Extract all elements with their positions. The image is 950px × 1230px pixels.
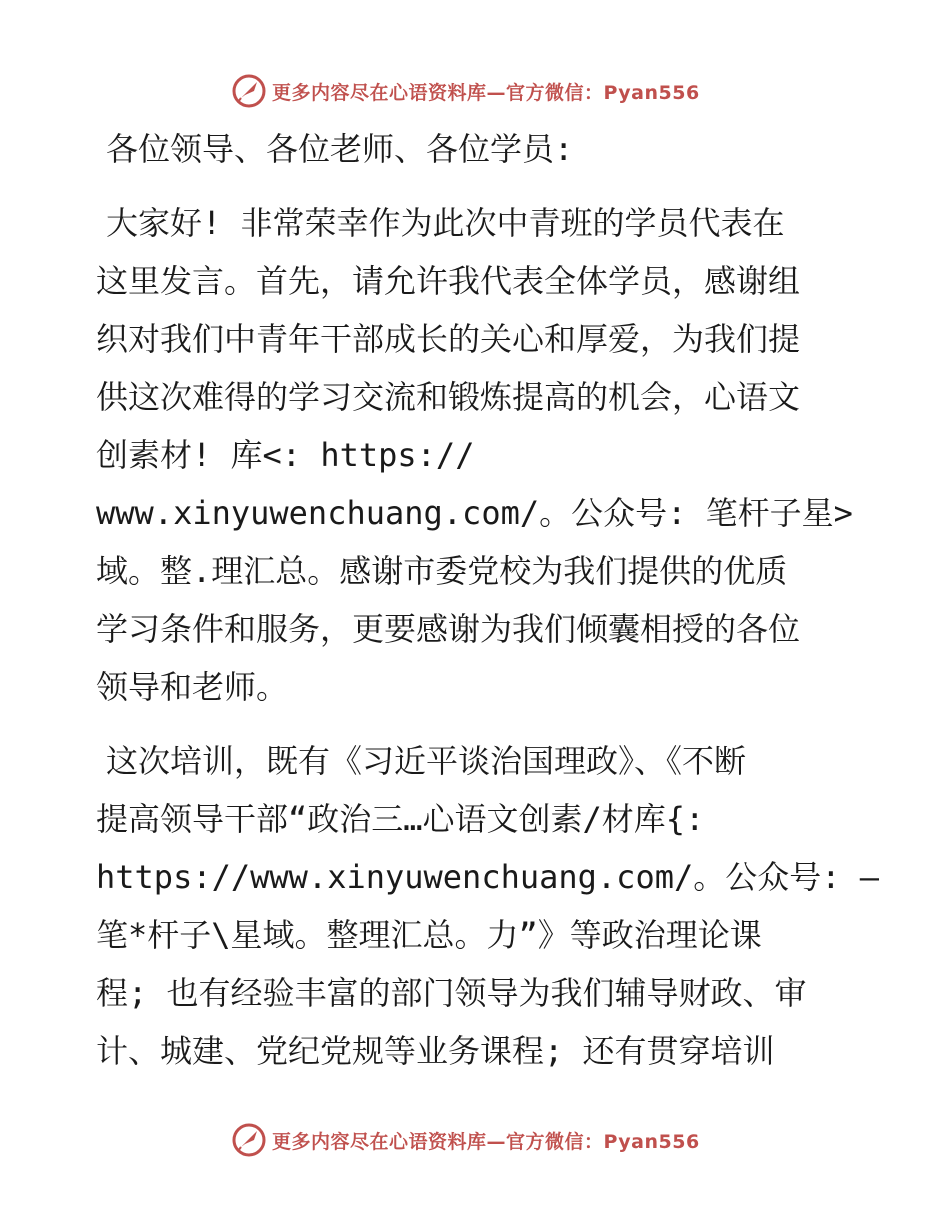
quill-logo-icon [232, 1123, 266, 1157]
text-line: 笔*杆子\星域。整理汇总。力”》等政治理论课 [96, 916, 762, 954]
text-line: 领导和老师。 [96, 668, 289, 706]
document-body [96, 120, 880, 1080]
text-line: 计、城建、党纪党规等业务课程; 还有贯穿培训 [96, 1032, 775, 1070]
text-line: 织对我们中青年干部成长的关心和厚爱，为我们提 [96, 320, 801, 358]
text-line: 这里发言。首先，请允许我代表全体学员，感谢组 [96, 262, 801, 300]
footer-watermark [232, 1120, 700, 1160]
quill-logo-icon [232, 74, 266, 108]
text-line: www.xinyuwenchuang.com/。公众号: 笔杆子星> [96, 494, 853, 532]
watermark-text: 更多内容尽在心语资料库—官方微信：Pyan556 [272, 81, 700, 104]
text-line: https://www.xinyuwenchuang.com/。公众号: — [96, 858, 880, 896]
text-line: 提高领导干部“政治三…心语文创素/材库{: [96, 800, 705, 838]
greeting-line: 各位领导、各位老师、各位学员: [106, 130, 574, 168]
paragraph-1 [96, 194, 866, 716]
text-line: 这次培训，既有《习近平谈治国理政》、《不断 [106, 742, 747, 780]
text-line: 域。整.理汇总。感谢市委党校为我们提供的优质 [96, 552, 788, 590]
watermark-text: 更多内容尽在心语资料库—官方微信：Pyan556 [272, 1130, 700, 1153]
paragraph-2 [96, 732, 880, 1080]
text-line: 学习条件和服务，更要感谢为我们倾囊相授的各位 [96, 610, 801, 648]
text-line: 供这次难得的学习交流和锻炼提高的机会，心语文 [96, 378, 801, 416]
text-line: 创素材! 库<: https:// [96, 436, 475, 474]
text-line: 程; 也有经验丰富的部门领导为我们辅导财政、审 [96, 974, 807, 1012]
text-line: 大家好! 非常荣幸作为此次中青班的学员代表在 [106, 204, 785, 242]
header-watermark [232, 71, 700, 111]
